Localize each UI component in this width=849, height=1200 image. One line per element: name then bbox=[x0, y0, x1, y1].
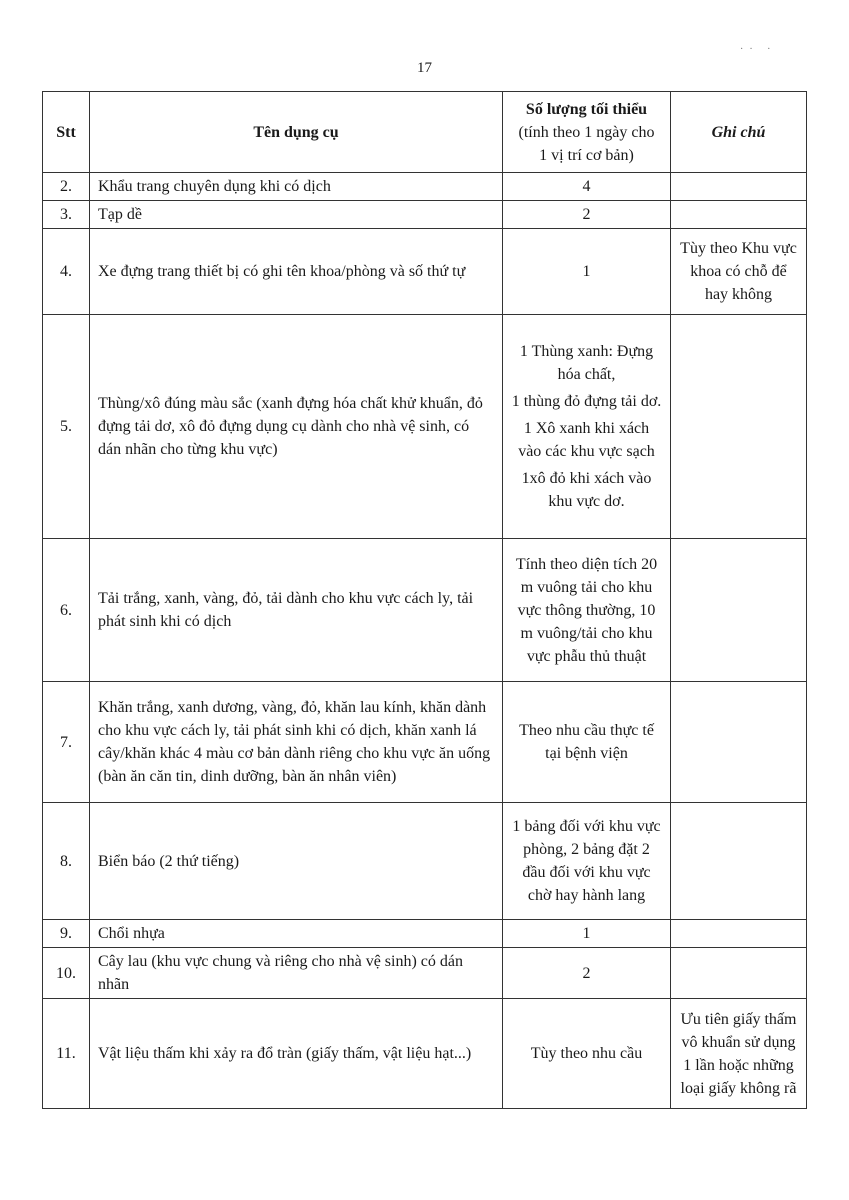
header-name: Tên dụng cụ bbox=[90, 92, 503, 173]
row-name: Vật liệu thấm khi xảy ra đổ tràn (giấy thấm, vật liệu hạt...) bbox=[90, 999, 503, 1109]
row-stt: 3. bbox=[43, 201, 90, 229]
header-stt: Stt bbox=[43, 92, 90, 173]
row-qty bbox=[503, 999, 671, 1109]
row-name: Khăn trắng, xanh dương, vàng, đỏ, khăn lau kính, khăn dành cho khu vực cách ly, tải phát sinh khi có dịch, khăn xanh lá cây/khăn khác 4 màu cơ bản dành riêng cho khu vực ăn uống (bàn ăn căn tin, dinh dưỡng, bàn ăn nhân viên) bbox=[90, 682, 503, 803]
row-qty-line: 1 thùng đỏ đựng tải dơ. bbox=[511, 393, 662, 410]
row-note: Ưu tiên giấy thấm vô khuẩn sử dụng 1 lần hoặc những loại giấy không rã bbox=[671, 999, 807, 1109]
row-qty bbox=[503, 173, 671, 201]
row-stt: 9. bbox=[43, 920, 90, 948]
header-qty bbox=[503, 92, 671, 173]
table-row bbox=[43, 999, 807, 1109]
row-note: Tùy theo Khu vực khoa có chỗ để hay không bbox=[671, 229, 807, 315]
row-stt: 4. bbox=[43, 229, 90, 315]
table-row bbox=[43, 803, 807, 920]
row-note bbox=[671, 920, 807, 948]
row-qty bbox=[503, 539, 671, 682]
row-name: Xe đựng trang thiết bị có ghi tên khoa/phòng và số thứ tự bbox=[90, 229, 503, 315]
row-stt: 5. bbox=[43, 315, 90, 539]
header-qty-subtitle: (tính theo 1 ngày cho 1 vị trí cơ bản) bbox=[518, 123, 655, 164]
row-qty-line: 1 Xô xanh khi xách vào các khu vực sạch bbox=[518, 420, 655, 460]
row-qty-line: Tùy theo nhu cầu bbox=[530, 1045, 643, 1062]
table-row bbox=[43, 201, 807, 229]
table-row bbox=[43, 315, 807, 539]
row-qty bbox=[503, 315, 671, 539]
row-stt: 7. bbox=[43, 682, 90, 803]
row-qty-line: 2 bbox=[582, 206, 591, 223]
row-qty-line: Tính theo diện tích 20 m vuông tải cho khu vực thông thường, 10 m vuông/tải cho khu vực phẫu thủ thuật bbox=[515, 555, 658, 665]
row-qty bbox=[503, 920, 671, 948]
row-qty-line: 1xô đỏ khi xách vào khu vực dơ. bbox=[521, 470, 652, 510]
table-row bbox=[43, 539, 807, 682]
row-qty bbox=[503, 803, 671, 920]
row-note bbox=[671, 173, 807, 201]
header-qty-title: Số lượng tối thiểu bbox=[525, 100, 648, 118]
header-note: Ghi chú bbox=[671, 92, 807, 173]
row-stt: 8. bbox=[43, 803, 90, 920]
page-number: 17 bbox=[417, 60, 432, 76]
row-qty-line: 4 bbox=[582, 178, 591, 195]
table-row bbox=[43, 173, 807, 201]
row-name: Khẩu trang chuyên dụng khi có dịch bbox=[90, 173, 503, 201]
row-name: Tạp dề bbox=[90, 201, 503, 229]
row-note bbox=[671, 948, 807, 999]
table-row bbox=[43, 229, 807, 315]
row-stt: 2. bbox=[43, 173, 90, 201]
row-note bbox=[671, 539, 807, 682]
row-qty-line: 1 bbox=[582, 925, 591, 942]
row-qty bbox=[503, 229, 671, 315]
row-name: Tải trắng, xanh, vàng, đỏ, tải dành cho khu vực cách ly, tải phát sinh khi có dịch bbox=[90, 539, 503, 682]
row-name: Biển báo (2 thứ tiếng) bbox=[90, 803, 503, 920]
row-name: Cây lau (khu vực chung và riêng cho nhà vệ sinh) có dán nhãn bbox=[90, 948, 503, 999]
row-qty bbox=[503, 201, 671, 229]
row-note bbox=[671, 682, 807, 803]
row-name: Chổi nhựa bbox=[90, 920, 503, 948]
table-row bbox=[43, 948, 807, 999]
row-qty-line: Theo nhu cầu thực tế tại bệnh viện bbox=[519, 722, 654, 762]
row-name: Thùng/xô đúng màu sắc (xanh đựng hóa chất khử khuẩn, đỏ đựng tải dơ, xô đỏ đựng dụng cụ dành cho nhà vệ sinh, có dán nhãn cho từng khu vực) bbox=[90, 315, 503, 539]
row-qty-line: 1 Thùng xanh: Đựng hóa chất, bbox=[519, 343, 654, 383]
row-qty-line: 2 bbox=[582, 964, 591, 982]
row-qty bbox=[503, 948, 671, 999]
row-note bbox=[671, 315, 807, 539]
row-qty-line: 1 bảng đối với khu vực phòng, 2 bảng đặt 2 đầu đối với khu vực chờ hay hành lang bbox=[512, 818, 661, 904]
row-qty bbox=[503, 682, 671, 803]
table-row bbox=[43, 682, 807, 803]
row-stt: 11. bbox=[43, 999, 90, 1109]
row-note bbox=[671, 803, 807, 920]
table-header-row bbox=[43, 92, 807, 173]
row-stt: 10. bbox=[43, 948, 90, 999]
row-stt: 6. bbox=[43, 539, 90, 682]
equipment-table bbox=[42, 91, 807, 1109]
row-note bbox=[671, 201, 807, 229]
row-qty-line: 1 bbox=[582, 263, 591, 280]
scan-specks: ·· · bbox=[740, 44, 777, 55]
table-row bbox=[43, 920, 807, 948]
